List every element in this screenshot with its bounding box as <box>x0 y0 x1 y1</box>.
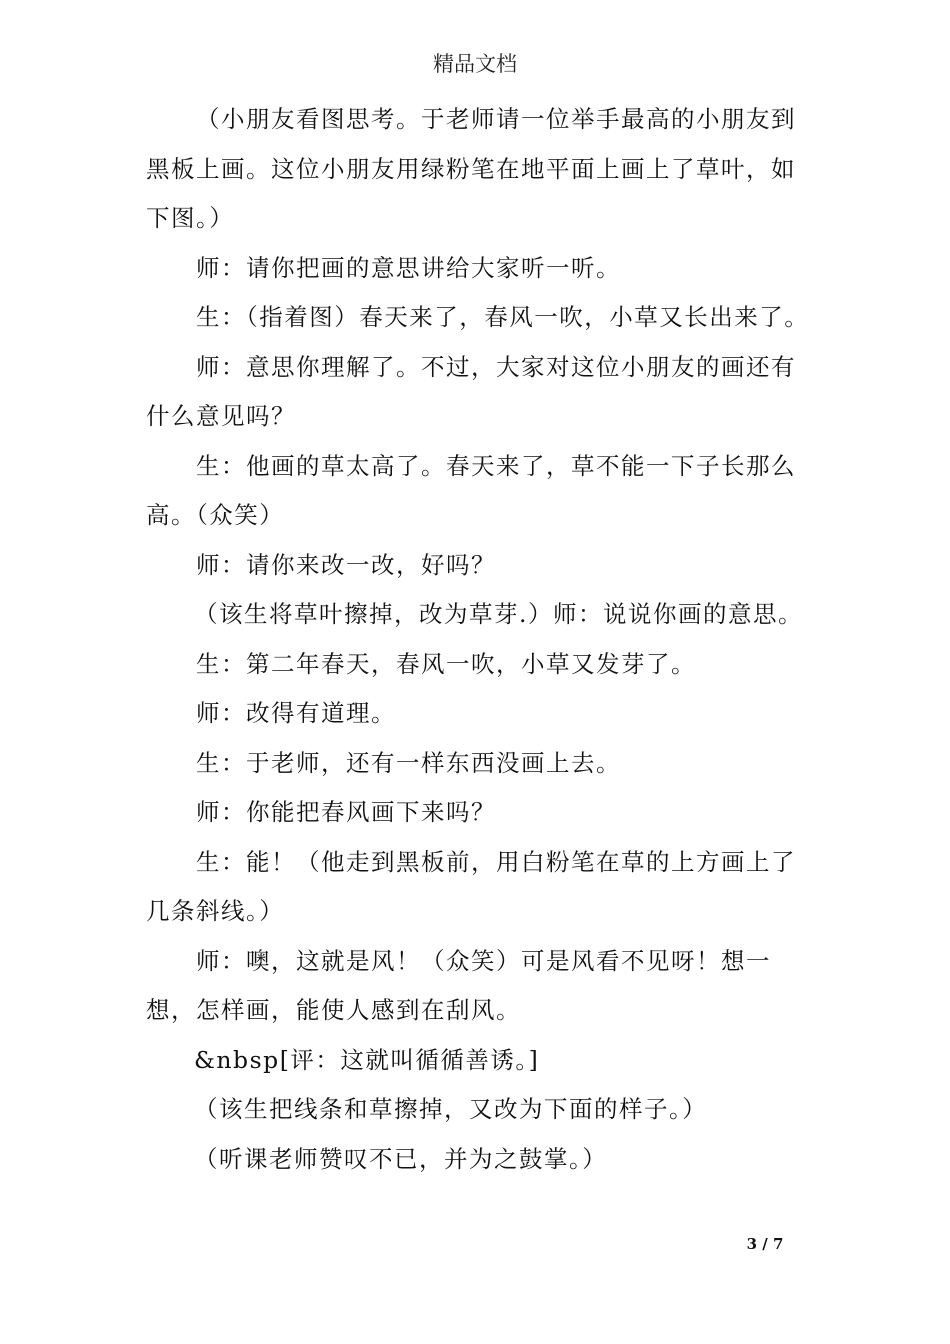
document-body <box>146 95 811 1184</box>
paragraph: 师：你能把春风画下来吗？ <box>196 798 496 826</box>
paragraph: （该生将草叶擦掉，改为草芽.）师：说说你画的意思。 <box>194 600 803 628</box>
paragraph: 师：改得有道理。 <box>196 699 396 727</box>
paragraph: （该生把线条和草擦掉，又改为下面的样子。） <box>194 1095 708 1123</box>
page-number: 3 / 7 <box>746 1235 784 1253</box>
paragraph: &nbsp[评：这就叫循循善诱。] <box>194 1045 540 1074</box>
page-header-title: 精品文档 <box>433 52 517 76</box>
paragraph: 师：意思你理解了。不过，大家对这位小朋友的画还有什么意见吗？ <box>146 352 796 430</box>
paragraph: （小朋友看图思考。于老师请一位举手最高的小朋友到黑板上画。这位小朋友用绿粉笔在地平面上画上了草叶，如下图。） <box>146 105 796 232</box>
paragraph: 师：噢，这就是风！（众笑）可是风看不见呀！想一想，怎样画，能使人感到在刮风。 <box>146 946 771 1024</box>
paragraph: 生：第二年春天，春风一吹，小草又发芽了。 <box>196 649 696 678</box>
paragraph: 师：请你把画的意思讲给大家听一听。 <box>196 253 621 282</box>
paragraph: （听课老师赞叹不已，并为之鼓掌。） <box>194 1144 608 1173</box>
paragraph: 师：请你来改一改，好吗？ <box>196 550 496 579</box>
paragraph: 生：（指着图）春天来了，春风一吹，小草又长出来了。 <box>196 303 810 331</box>
paragraph: 生：他画的草太高了。春天来了，草不能一下子长那么高。（众笑） <box>146 451 796 529</box>
paragraph: 生：于老师，还有一样东西没画上去。 <box>196 748 621 777</box>
paragraph: 生：能！（他走到黑板前，用白粉笔在草的上方画上了几条斜线。） <box>146 847 796 925</box>
